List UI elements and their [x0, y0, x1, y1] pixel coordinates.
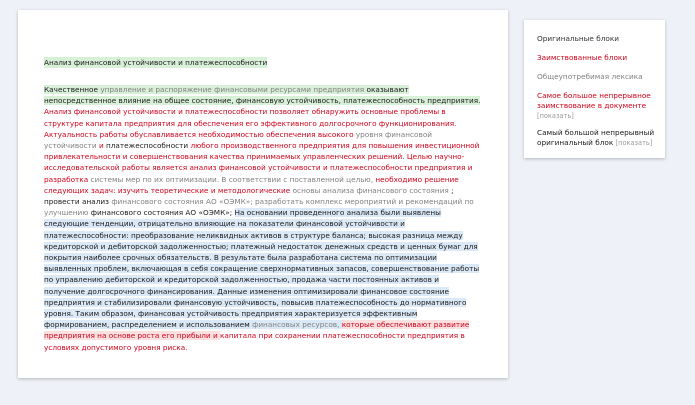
legend-panel: [524, 20, 665, 158]
text-segment: финансового состояния АО «ОЭМК»; разработать комплекс мероприятий и рекомендаций по улучшению: [44, 197, 474, 218]
text-segment: ; провести анализ: [44, 185, 454, 207]
text-segment: Качественное: [44, 85, 101, 94]
text-segment: системы мер по их оптимизации. В соответствии с поставленной целью,: [90, 174, 376, 184]
text-segment: любого производственного предприятия для повышения инвестиционной привлекательности и совершенствования качества принимаемых управленческих решений. Целью научно-исследовательской работы является анализ финансовой устойчивости и платежеспособности предприятия и разработка: [44, 141, 480, 184]
document-body: [44, 84, 482, 353]
text-segment: управление и распоряжение финансовыми ресурсами предприятия: [100, 85, 367, 94]
text-segment: Анализ финансовой устойчивости и платежеспособности позволяет обнаружить основные проблемы в структуре капитала предприятия для обеспечения его эффективного долгосрочного функционирования. Актуальность работы обуславливается необходимостью обеспечения высокого: [44, 107, 457, 139]
legend-original-blocks: Оригинальные блоки: [537, 34, 620, 43]
text-segment: основы анализа финансового состояния: [292, 185, 452, 195]
text-segment: оказывают непосредственное влияние на общее состояние, финансовую устойчивость, платежеспособность предприятия.: [44, 85, 481, 106]
text-segment: финансовых ресурсов,: [252, 320, 342, 330]
text-segment: На основании проведенного анализа были выявлены следующие тенденции, отрицательно влияющие на показатели финансовой устойчивости и платежеспособности: преобразование неликвидных активов в структуре баланса; высокая разница между кредиторской и дебиторской задолженностью; платежный недостаток денежных средств и ценных бумаг для покрытия наиболее срочных обязательств. В результате была разработана система по оптимизации выявленных проблем, включающая в себя сокращение сверхнормативных запасов, совершенствование работы по управлению дебиторской и кредиторской задолженностью, продажа части постоянных активов и получение долгосрочного финансирования. Данные изменения оптимизировали финансовое состояние предприятия и стабилизировали финансовую устойчивость, повысив платежеспособность до нормативного уровня. Таким образом, финансовая устойчивость предприятия характеризуется эффективным формированием, распределением и использованием: [44, 208, 480, 330]
text-segment: капитала при сохранении платежеспособности предприятия в условиях допустимого уровня риска.: [44, 331, 465, 352]
text-segment: платежеспособности: [106, 141, 191, 151]
legend-longest-original-label: Самый большой непрерывный оригинальный блок: [537, 128, 655, 147]
show-longest-borrowed-link[interactable]: [показать]: [537, 112, 574, 120]
text-segment: финансового состояния АО «ОЭМК»;: [90, 208, 235, 218]
legend-longest-borrowed-label: Самое большое непрерывное заимствование в документе: [537, 91, 651, 110]
document-panel: [18, 10, 508, 378]
document-title: Анализ финансовой устойчивости и платежеспособности: [44, 58, 268, 67]
legend-longest-original: [537, 128, 655, 148]
text-segment: которые обеспечивают развитие предприятия на основе роста его прибыли и: [44, 320, 470, 341]
show-longest-original-link[interactable]: [показать]: [615, 139, 653, 147]
legend-common-vocabulary: Общеупотребимая лексика: [537, 72, 643, 81]
legend-borrowed-blocks: Заимствованные блоки: [537, 53, 628, 62]
text-segment: уровня финансовой устойчивости: [44, 129, 433, 151]
legend-longest-borrowed: [537, 91, 655, 121]
text-segment: необходимо решение следующих задач: изучить теоретические и методологические: [44, 174, 459, 195]
text-segment: и: [98, 141, 106, 151]
